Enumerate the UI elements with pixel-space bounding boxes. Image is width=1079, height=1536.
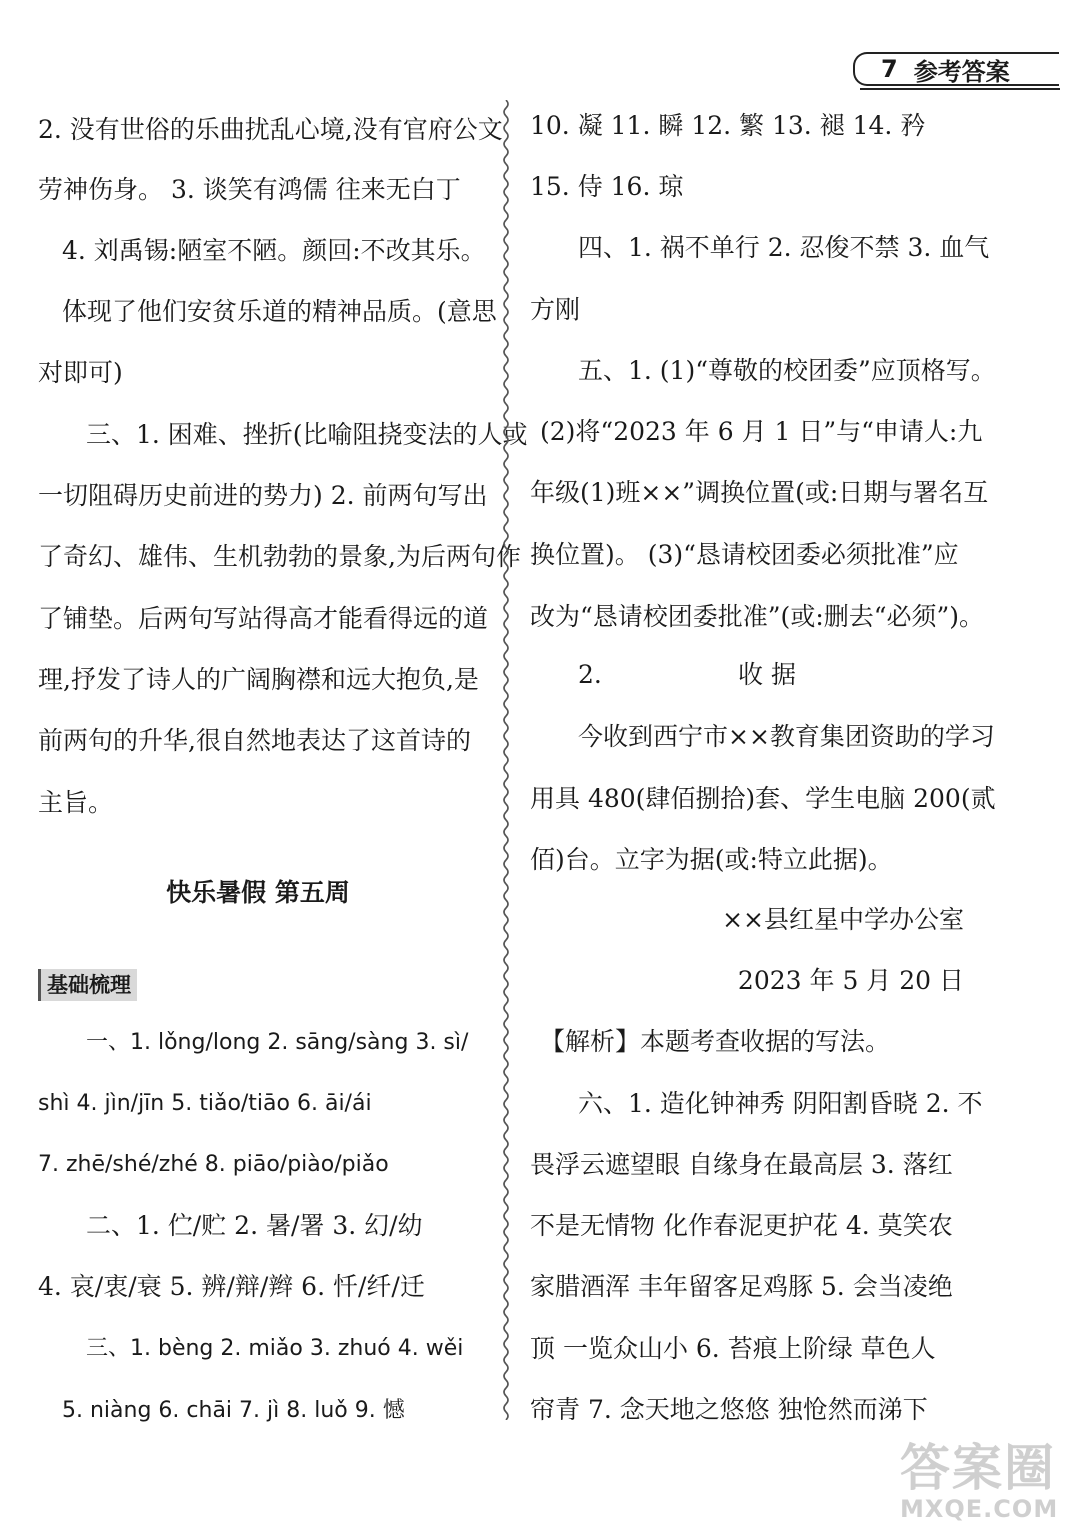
header-rule [860,88,1060,90]
answer-line: 主旨。 [38,788,114,817]
answer-line: 家腊酒浑 丰年留客足鸡豚 5. 会当凌绝 [530,1272,953,1301]
answer-line: 顶 一览众山小 6. 苔痕上阶绿 草色人 [530,1334,936,1363]
answer-line: 三、1. 困难、挫折(比喻阻挠变法的人或 [86,420,528,449]
answer-line: 7. zhē/shé/zhé 8. piāo/piào/piǎo [38,1152,389,1177]
answer-line: 4. 刘禹锡:陋室不陋。颜回:不改其乐。 [62,236,486,265]
answer-line: 不是无情物 化作春泥更护花 4. 莫笑农 [530,1211,953,1240]
receipt-title: 收 据 [738,660,796,689]
answer-line: 了铺垫。后两句写站得高才能看得远的道 [38,604,489,633]
answer-line: 换位置)。 (3)“恳请校团委必须批准”应 [530,540,959,569]
analysis-line: 【解析】本题考查收据的写法。 [540,1027,891,1056]
watermark-url: MXQE.COM [900,1495,1059,1523]
column-divider [498,100,514,1420]
answer-line: 畏浮云遮望眼 自缘身在最高层 3. 落红 [530,1150,953,1179]
answer-line: 四、1. 祸不单行 2. 忍俊不禁 3. 血气 [578,233,990,262]
receipt-date: 2023 年 5 月 20 日 [737,966,964,995]
answer-line: 15. 侍 16. 琼 [530,172,684,201]
answer-line: 年级(1)班××”调换位置(或:日期与署名互 [530,478,989,507]
answer-line: 对即可) [38,358,123,387]
section-header-tab [853,52,1059,86]
answer-line: 五、1. (1)“尊敬的校团委”应顶格写。 [578,356,996,385]
section-title: 参考答案 [913,57,1010,86]
answer-line: 一切阻碍历史前进的势力) 2. 前两句写出 [38,481,488,510]
answer-line: 劳神伤身。 3. 谈笑有鸿儒 往来无白丁 [38,175,461,204]
receipt-issuer: ××县红星中学办公室 [722,905,964,934]
page-number: 7 [881,55,898,83]
answer-line: 帘青 7. 念天地之悠悠 独怆然而涕下 [530,1395,928,1424]
answer-line: 5. niàng 6. chāi 7. jì 8. luǒ 9. 憾 [62,1398,405,1423]
answer-line: 2. 没有世俗的乐曲扰乱心境,没有官府公文 [38,115,503,144]
receipt-line: 今收到西宁市××教育集团资助的学习 [578,722,995,751]
answer-line: 了奇幻、雄伟、生机勃勃的景象,为后两句作 [38,542,521,571]
receipt-number: 2. [578,660,602,689]
section-badge: 基础梳理 [38,969,137,1001]
answer-line: 体现了他们安贫乐道的精神品质。(意思 [62,297,497,326]
answer-line: 六、1. 造化钟神秀 阴阳割昏晓 2. 不 [578,1089,983,1118]
answer-line: 理,抒发了诗人的广阔胸襟和远大抱负,是 [38,665,479,694]
answer-line: 4. 哀/衷/衰 5. 辨/辩/辫 6. 忏/纤/迁 [38,1272,425,1301]
answer-line: 前两句的升华,很自然地表达了这首诗的 [38,726,471,755]
answer-line: 一、1. lǒng/long 2. sāng/sàng 3. sì/ [86,1030,469,1055]
answer-line: 方刚 [530,295,581,324]
answer-line: (2)将“2023 年 6 月 1 日”与“申请人:九 [540,417,983,446]
week-title: 快乐暑假 第五周 [166,878,350,907]
watermark-text: 答案圈 [900,1439,1056,1497]
receipt-line: 用具 480(肆佰捌拾)套、学生电脑 200(贰 [530,784,996,813]
watermark-logo [900,1440,1070,1528]
receipt-line: 佰)台。立字为据(或:特立此据)。 [530,845,893,874]
answer-line: 改为“恳请校团委批准”(或:删去“必须”)。 [530,602,985,631]
answer-line: 二、1. 伫/贮 2. 暑/署 3. 幻/幼 [86,1211,423,1240]
answer-line: 三、1. bèng 2. miǎo 3. zhuó 4. wěi [86,1336,464,1361]
answer-line: shì 4. jìn/jīn 5. tiǎo/tiāo 6. āi/ái [38,1091,372,1116]
answer-line: 10. 凝 11. 瞬 12. 繁 13. 褪 14. 矜 [530,111,926,140]
